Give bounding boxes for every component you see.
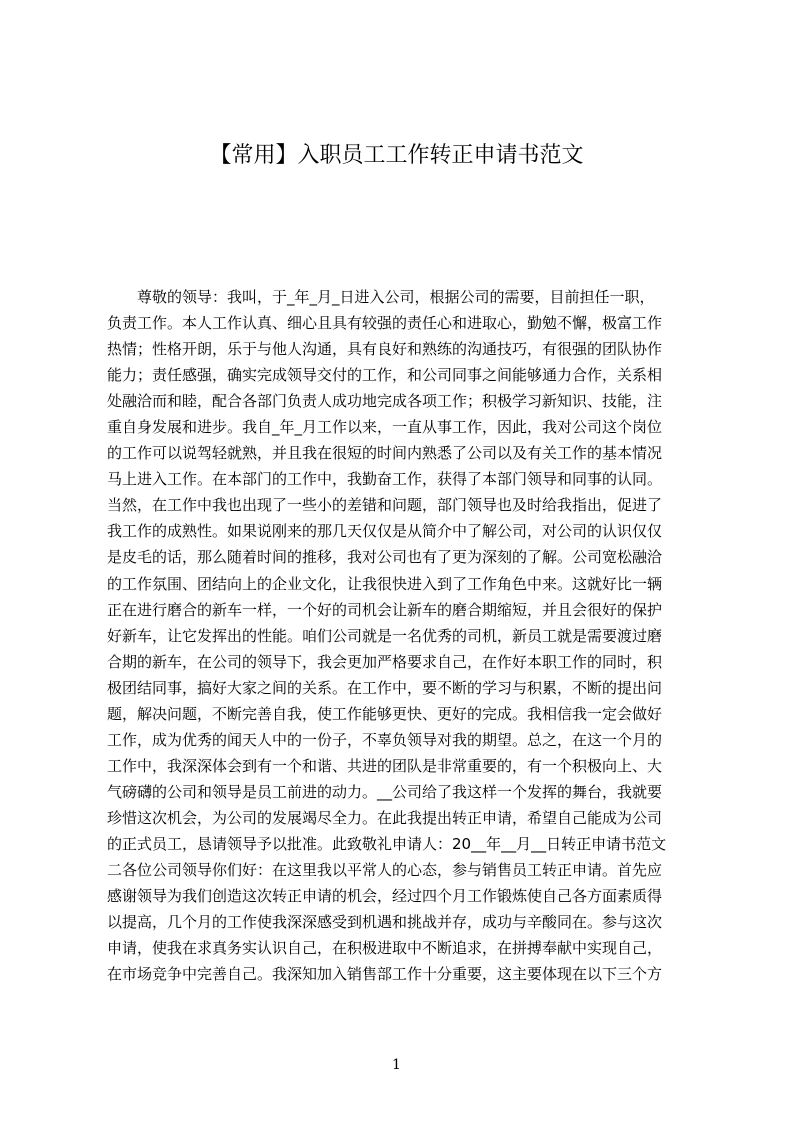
paragraph-line: 极团结同事，搞好大家之间的关系。在工作中，要不断的学习与积累，不断的提出问 [107, 678, 663, 697]
paragraph-line: 重自身发展和进步。我自_年_月工作以来，一直从事工作，因此，我对公司这个岗位 [107, 418, 663, 437]
paragraph-line: 好新车，让它发挥出的性能。咱们公司就是一名优秀的司机，新员工就是需要渡过磨 [107, 626, 663, 645]
paragraph-line: 是皮毛的话，那么随着时间的推移，我对公司也有了更为深刻的了解。公司宽松融洽 [107, 548, 663, 567]
paragraph-line: 以提高，几个月的工作使我深深感受到机遇和挑战并存，成功与辛酸同在。参与这次 [107, 913, 663, 932]
paragraph-line: 气磅礴的公司和领导是员工前进的动力。__公司给了我这样一个发挥的舞台，我就要 [107, 782, 663, 801]
paragraph-line: 尊敬的领导：我叫，于_年_月_日进入公司，根据公司的需要，目前担任一职， [137, 288, 655, 306]
paragraph-line: 工作，成为优秀的闻天人中的一份子，不辜负领导对我的期望。总之，在这一个月的 [107, 730, 663, 749]
paragraph-line: 正在进行磨合的新车一样，一个好的司机会让新车的磨合期缩短，并且会很好的保护 [107, 600, 663, 619]
paragraph-line: 题，解决问题，不断完善自我，使工作能够更快、更好的完成。我相信我一定会做好 [107, 704, 663, 723]
paragraph-line: 能力；责任感强，确实完成领导交付的工作，和公司同事之间能够通力合作，关系相 [107, 366, 663, 385]
paragraph-line: 当然，在工作中我也出现了一些小的差错和问题，部门领导也及时给我指出，促进了 [107, 496, 663, 515]
document-body [107, 284, 699, 987]
paragraph-line: 感谢领导为我们创造这次转正申请的机会，经过四个月工作锻炼使自己各方面素质得 [107, 887, 663, 906]
paragraph-line: 马上进入工作。在本部门的工作中，我勤奋工作，获得了本部门领导和同事的认同。 [107, 470, 663, 489]
paragraph-line: 负责工作。本人工作认真、细心且具有较强的责任心和进取心，勤勉不懈，极富工作 [107, 314, 663, 333]
page-number: 1 [392, 1057, 401, 1073]
paragraph-line: 工作中，我深深体会到有一个和谐、共进的团队是非常重要的，有一个积极向上、大 [107, 756, 663, 775]
paragraph-line: 的正式员工，恳请领导予以批准。此致敬礼申请人：20__年__月__日转正申请书范文 [107, 834, 667, 853]
paragraph-line: 我工作的成熟性。如果说刚来的那几天仅仅是从简介中了解公司，对公司的认识仅仅 [107, 522, 663, 541]
paragraph-line: 热情；性格开朗，乐于与他人沟通，具有良好和熟练的沟通技巧，有很强的团队协作 [107, 340, 663, 359]
paragraph-line: 的工作可以说驾轻就熟，并且我在很短的时间内熟悉了公司以及有关工作的基本情况 [107, 444, 663, 463]
paragraph-line: 在市场竞争中完善自己。我深知加入销售部工作十分重要，这主要体现在以下三个方 [107, 965, 663, 984]
document-title: 【常用】入职员工工作转正申请书范文 [209, 143, 584, 168]
paragraph-line: 申请，使我在求真务实认识自己，在积极进取中不断追求，在拼搏奉献中实现自己， [107, 939, 663, 958]
paragraph-line: 合期的新车，在公司的领导下，我会更加严格要求自己，在作好本职工作的同时，积 [107, 652, 663, 671]
paragraph-line: 处融洽而和睦，配合各部门负责人成功地完成各项工作；积极学习新知识、技能，注 [107, 392, 663, 411]
paragraph-line: 珍惜这次机会，为公司的发展竭尽全力。在此我提出转正申请，希望自己能成为公司 [107, 808, 663, 827]
paragraph-line: 二各位公司领导你们好：在这里我以平常人的心态，参与销售员工转正申请。首先应 [107, 861, 663, 880]
paragraph-line: 的工作氛围、团结向上的企业文化，让我很快进入到了工作角色中来。这就好比一辆 [107, 574, 663, 593]
